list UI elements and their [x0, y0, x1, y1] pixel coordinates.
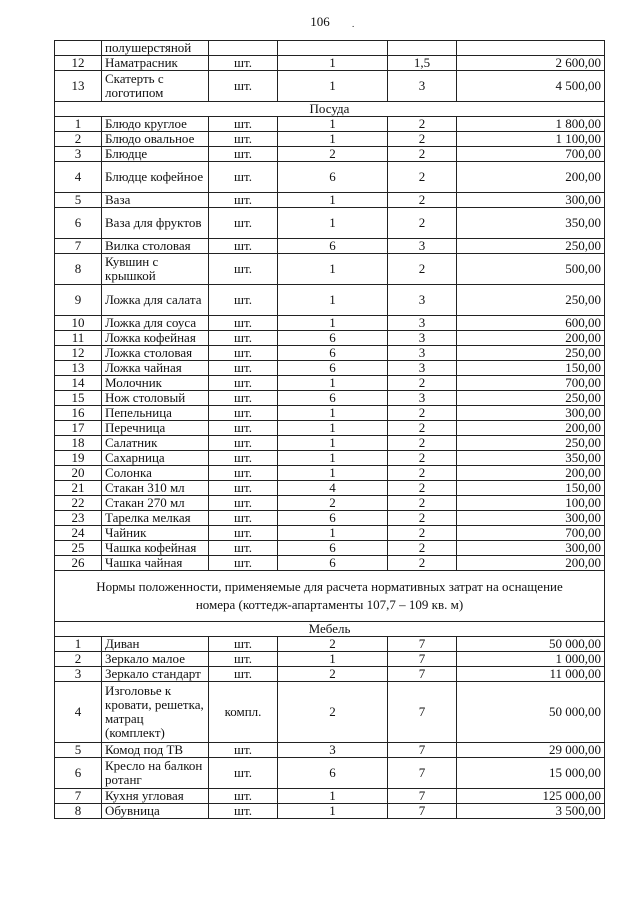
cell-price: 200,00	[457, 556, 605, 571]
cell-unit: шт.	[209, 331, 278, 346]
cell-quantity: 2	[278, 147, 388, 162]
table-row	[55, 451, 605, 466]
cell-price: 200,00	[457, 466, 605, 481]
cell-number: 5	[55, 743, 102, 758]
cell-quantity: 6	[278, 556, 388, 571]
cell-service-years	[388, 41, 457, 56]
table-row	[55, 652, 605, 667]
cell-service-years: 2	[388, 147, 457, 162]
cell-number: 6	[55, 758, 102, 789]
norms-table	[54, 40, 605, 819]
cell-service-years: 2	[388, 496, 457, 511]
table-row	[55, 526, 605, 541]
cell-unit: шт.	[209, 481, 278, 496]
table-row	[55, 117, 605, 132]
cell-item-name: полушерстяной	[102, 41, 209, 56]
cell-unit: шт.	[209, 421, 278, 436]
cell-price: 2 600,00	[457, 56, 605, 71]
cell-item-name: Зеркало стандарт	[102, 667, 209, 682]
cell-price: 700,00	[457, 526, 605, 541]
cell-unit: шт.	[209, 285, 278, 316]
cell-item-name: Молочник	[102, 376, 209, 391]
norms-table-body	[55, 41, 605, 819]
cell-item-name: Изголовье к кровати, решетка, матрац (комплект)	[102, 682, 209, 743]
cell-number: 4	[55, 682, 102, 743]
cell-number: 16	[55, 406, 102, 421]
cell-price: 200,00	[457, 162, 605, 193]
cell-item-name: Ложка чайная	[102, 361, 209, 376]
cell-quantity: 1	[278, 117, 388, 132]
cell-price: 1 800,00	[457, 117, 605, 132]
cell-quantity: 1	[278, 285, 388, 316]
norms-note-row	[55, 571, 605, 622]
cell-number: 24	[55, 526, 102, 541]
cell-service-years: 7	[388, 667, 457, 682]
cell-unit: шт.	[209, 637, 278, 652]
section-header-row	[55, 102, 605, 117]
cell-quantity: 1	[278, 208, 388, 239]
cell-item-name: Ложка кофейная	[102, 331, 209, 346]
cell-item-name: Перечница	[102, 421, 209, 436]
cell-unit: компл.	[209, 682, 278, 743]
table-row	[55, 667, 605, 682]
cell-price: 250,00	[457, 391, 605, 406]
cell-number: 17	[55, 421, 102, 436]
cell-service-years: 2	[388, 511, 457, 526]
table-row	[55, 162, 605, 193]
cell-quantity: 6	[278, 758, 388, 789]
page-number	[0, 14, 640, 30]
cell-quantity: 3	[278, 743, 388, 758]
cell-price: 50 000,00	[457, 682, 605, 743]
cell-unit	[209, 41, 278, 56]
table-row	[55, 331, 605, 346]
cell-quantity: 1	[278, 804, 388, 819]
cell-price: 250,00	[457, 239, 605, 254]
cell-price: 350,00	[457, 208, 605, 239]
cell-item-name: Скатерть с логотипом	[102, 71, 209, 102]
cell-price: 350,00	[457, 451, 605, 466]
cell-number: 9	[55, 285, 102, 316]
cell-service-years: 3	[388, 331, 457, 346]
cell-number: 13	[55, 361, 102, 376]
table-row	[55, 481, 605, 496]
cell-price: 700,00	[457, 376, 605, 391]
cell-service-years: 7	[388, 758, 457, 789]
cell-item-name: Комод под ТВ	[102, 743, 209, 758]
cell-item-name: Ложка столовая	[102, 346, 209, 361]
table-row	[55, 556, 605, 571]
cell-number: 23	[55, 511, 102, 526]
cell-unit: шт.	[209, 451, 278, 466]
cell-quantity: 6	[278, 361, 388, 376]
table-row	[55, 71, 605, 102]
cell-price: 300,00	[457, 193, 605, 208]
cell-number: 3	[55, 667, 102, 682]
table-row	[55, 391, 605, 406]
cell-quantity: 1	[278, 71, 388, 102]
cell-service-years: 7	[388, 743, 457, 758]
cell-number: 22	[55, 496, 102, 511]
cell-number: 14	[55, 376, 102, 391]
cell-quantity: 4	[278, 481, 388, 496]
cell-unit: шт.	[209, 56, 278, 71]
cell-number: 18	[55, 436, 102, 451]
cell-unit: шт.	[209, 361, 278, 376]
table-row	[55, 361, 605, 376]
table-row	[55, 682, 605, 743]
cell-item-name: Нож столовый	[102, 391, 209, 406]
cell-number: 2	[55, 132, 102, 147]
cell-unit: шт.	[209, 541, 278, 556]
cell-unit: шт.	[209, 789, 278, 804]
cell-number: 19	[55, 451, 102, 466]
cell-item-name: Вилка столовая	[102, 239, 209, 254]
cell-quantity: 1	[278, 421, 388, 436]
cell-unit: шт.	[209, 496, 278, 511]
cell-quantity: 6	[278, 346, 388, 361]
cell-quantity: 1	[278, 56, 388, 71]
cell-item-name: Блюдце кофейное	[102, 162, 209, 193]
cell-item-name: Чашка чайная	[102, 556, 209, 571]
table-row	[55, 316, 605, 331]
cell-service-years: 2	[388, 526, 457, 541]
cell-quantity: 1	[278, 254, 388, 285]
cell-number: 8	[55, 804, 102, 819]
cell-price: 700,00	[457, 147, 605, 162]
table-row	[55, 285, 605, 316]
cell-unit: шт.	[209, 239, 278, 254]
cell-number: 7	[55, 789, 102, 804]
cell-item-name: Чайник	[102, 526, 209, 541]
cell-number: 7	[55, 239, 102, 254]
table-row	[55, 758, 605, 789]
cell-item-name: Ваза для фруктов	[102, 208, 209, 239]
cell-service-years: 2	[388, 254, 457, 285]
cell-service-years: 7	[388, 652, 457, 667]
cell-item-name: Сахарница	[102, 451, 209, 466]
cell-item-name: Блюдце	[102, 147, 209, 162]
table-row	[55, 421, 605, 436]
cell-number: 5	[55, 193, 102, 208]
table-row	[55, 56, 605, 71]
cell-unit: шт.	[209, 526, 278, 541]
cell-quantity: 1	[278, 466, 388, 481]
cell-service-years: 3	[388, 346, 457, 361]
cell-quantity: 1	[278, 451, 388, 466]
stray-mark: .	[352, 19, 355, 29]
cell-quantity: 6	[278, 511, 388, 526]
cell-item-name: Салатник	[102, 436, 209, 451]
cell-item-name: Тарелка мелкая	[102, 511, 209, 526]
table-row	[55, 436, 605, 451]
cell-service-years: 1,5	[388, 56, 457, 71]
cell-price: 4 500,00	[457, 71, 605, 102]
cell-unit: шт.	[209, 804, 278, 819]
cell-unit: шт.	[209, 511, 278, 526]
cell-unit: шт.	[209, 743, 278, 758]
cell-price: 1 100,00	[457, 132, 605, 147]
cell-item-name: Зеркало малое	[102, 652, 209, 667]
cell-unit: шт.	[209, 466, 278, 481]
cell-service-years: 3	[388, 239, 457, 254]
norms-note-text: Нормы положенности, применяемые для расчета нормативных затрат на оснащение номера (коттедж-апартаменты 107,7 – 109 кв. м)	[55, 571, 605, 622]
cell-unit: шт.	[209, 147, 278, 162]
cell-service-years: 7	[388, 637, 457, 652]
cell-price: 150,00	[457, 361, 605, 376]
cell-unit: шт.	[209, 556, 278, 571]
section-title: Посуда	[55, 102, 605, 117]
cell-service-years: 2	[388, 481, 457, 496]
cell-price: 1 000,00	[457, 652, 605, 667]
table-row	[55, 41, 605, 56]
cell-service-years: 2	[388, 451, 457, 466]
cell-service-years: 7	[388, 804, 457, 819]
cell-item-name: Чашка кофейная	[102, 541, 209, 556]
cell-quantity: 1	[278, 526, 388, 541]
cell-unit: шт.	[209, 208, 278, 239]
cell-quantity: 1	[278, 316, 388, 331]
cell-unit: шт.	[209, 316, 278, 331]
cell-number: 3	[55, 147, 102, 162]
cell-number: 15	[55, 391, 102, 406]
cell-quantity: 6	[278, 239, 388, 254]
page-number-text: 106	[310, 14, 330, 29]
table-row	[55, 466, 605, 481]
table-row	[55, 789, 605, 804]
cell-quantity: 6	[278, 162, 388, 193]
cell-item-name: Ваза	[102, 193, 209, 208]
section-title: Мебель	[55, 622, 605, 637]
cell-quantity: 2	[278, 667, 388, 682]
cell-number: 8	[55, 254, 102, 285]
cell-price: 100,00	[457, 496, 605, 511]
cell-item-name: Блюдо овальное	[102, 132, 209, 147]
cell-number	[55, 41, 102, 56]
cell-item-name: Диван	[102, 637, 209, 652]
cell-number: 1	[55, 117, 102, 132]
table-row	[55, 637, 605, 652]
cell-item-name: Ложка для салата	[102, 285, 209, 316]
cell-number: 25	[55, 541, 102, 556]
cell-price: 300,00	[457, 511, 605, 526]
cell-number: 1	[55, 637, 102, 652]
cell-number: 11	[55, 331, 102, 346]
cell-service-years: 2	[388, 117, 457, 132]
cell-number: 13	[55, 71, 102, 102]
cell-unit: шт.	[209, 71, 278, 102]
cell-unit: шт.	[209, 758, 278, 789]
cell-service-years: 2	[388, 208, 457, 239]
table-row	[55, 376, 605, 391]
cell-number: 10	[55, 316, 102, 331]
cell-price: 3 500,00	[457, 804, 605, 819]
cell-item-name: Ложка для соуса	[102, 316, 209, 331]
table-row	[55, 541, 605, 556]
cell-unit: шт.	[209, 254, 278, 285]
table-row	[55, 743, 605, 758]
cell-price: 500,00	[457, 254, 605, 285]
cell-service-years: 3	[388, 316, 457, 331]
section-header-row	[55, 622, 605, 637]
cell-item-name: Кресло на балкон ротанг	[102, 758, 209, 789]
cell-service-years: 2	[388, 406, 457, 421]
table-row	[55, 147, 605, 162]
cell-item-name: Стакан 270 мл	[102, 496, 209, 511]
cell-quantity: 6	[278, 331, 388, 346]
cell-unit: шт.	[209, 376, 278, 391]
cell-price: 200,00	[457, 421, 605, 436]
cell-number: 20	[55, 466, 102, 481]
cell-unit: шт.	[209, 391, 278, 406]
cell-service-years: 7	[388, 789, 457, 804]
cell-service-years: 2	[388, 162, 457, 193]
table-row	[55, 193, 605, 208]
cell-item-name: Блюдо круглое	[102, 117, 209, 132]
cell-service-years: 2	[388, 376, 457, 391]
cell-service-years: 2	[388, 466, 457, 481]
cell-service-years: 2	[388, 556, 457, 571]
cell-unit: шт.	[209, 667, 278, 682]
cell-price: 300,00	[457, 406, 605, 421]
cell-number: 12	[55, 56, 102, 71]
cell-quantity: 1	[278, 193, 388, 208]
cell-quantity: 6	[278, 391, 388, 406]
cell-quantity: 2	[278, 682, 388, 743]
cell-quantity: 1	[278, 376, 388, 391]
cell-number: 6	[55, 208, 102, 239]
cell-price: 600,00	[457, 316, 605, 331]
cell-service-years: 2	[388, 541, 457, 556]
table-row	[55, 496, 605, 511]
cell-quantity: 1	[278, 406, 388, 421]
cell-price: 125 000,00	[457, 789, 605, 804]
cell-item-name: Кувшин с крышкой	[102, 254, 209, 285]
table-row	[55, 239, 605, 254]
table-row	[55, 254, 605, 285]
cell-item-name: Наматрасник	[102, 56, 209, 71]
cell-quantity: 1	[278, 652, 388, 667]
cell-price: 50 000,00	[457, 637, 605, 652]
cell-price: 250,00	[457, 436, 605, 451]
cell-item-name: Стакан 310 мл	[102, 481, 209, 496]
cell-quantity: 1	[278, 132, 388, 147]
table-row	[55, 346, 605, 361]
cell-service-years: 3	[388, 361, 457, 376]
table-row	[55, 804, 605, 819]
cell-price	[457, 41, 605, 56]
cell-quantity: 1	[278, 789, 388, 804]
cell-item-name: Пепельница	[102, 406, 209, 421]
table-row	[55, 511, 605, 526]
cell-unit: шт.	[209, 346, 278, 361]
cell-price: 250,00	[457, 346, 605, 361]
cell-item-name: Кухня угловая	[102, 789, 209, 804]
cell-unit: шт.	[209, 117, 278, 132]
cell-unit: шт.	[209, 132, 278, 147]
cell-quantity: 6	[278, 541, 388, 556]
cell-service-years: 2	[388, 193, 457, 208]
cell-unit: шт.	[209, 406, 278, 421]
cell-price: 11 000,00	[457, 667, 605, 682]
cell-quantity: 2	[278, 496, 388, 511]
table-row	[55, 132, 605, 147]
cell-item-name: Обувница	[102, 804, 209, 819]
table-row	[55, 208, 605, 239]
cell-service-years: 2	[388, 436, 457, 451]
cell-service-years: 3	[388, 391, 457, 406]
cell-number: 4	[55, 162, 102, 193]
cell-service-years: 3	[388, 71, 457, 102]
cell-unit: шт.	[209, 652, 278, 667]
table-row	[55, 406, 605, 421]
cell-price: 200,00	[457, 331, 605, 346]
cell-unit: шт.	[209, 193, 278, 208]
cell-quantity: 2	[278, 637, 388, 652]
cell-price: 29 000,00	[457, 743, 605, 758]
cell-service-years: 3	[388, 285, 457, 316]
cell-service-years: 2	[388, 132, 457, 147]
cell-service-years: 7	[388, 682, 457, 743]
cell-number: 21	[55, 481, 102, 496]
cell-service-years: 2	[388, 421, 457, 436]
cell-price: 15 000,00	[457, 758, 605, 789]
cell-price: 250,00	[457, 285, 605, 316]
cell-unit: шт.	[209, 436, 278, 451]
cell-unit: шт.	[209, 162, 278, 193]
cell-price: 150,00	[457, 481, 605, 496]
cell-quantity: 1	[278, 436, 388, 451]
cell-number: 12	[55, 346, 102, 361]
cell-number: 2	[55, 652, 102, 667]
cell-quantity	[278, 41, 388, 56]
cell-price: 300,00	[457, 541, 605, 556]
cell-item-name: Солонка	[102, 466, 209, 481]
cell-number: 26	[55, 556, 102, 571]
